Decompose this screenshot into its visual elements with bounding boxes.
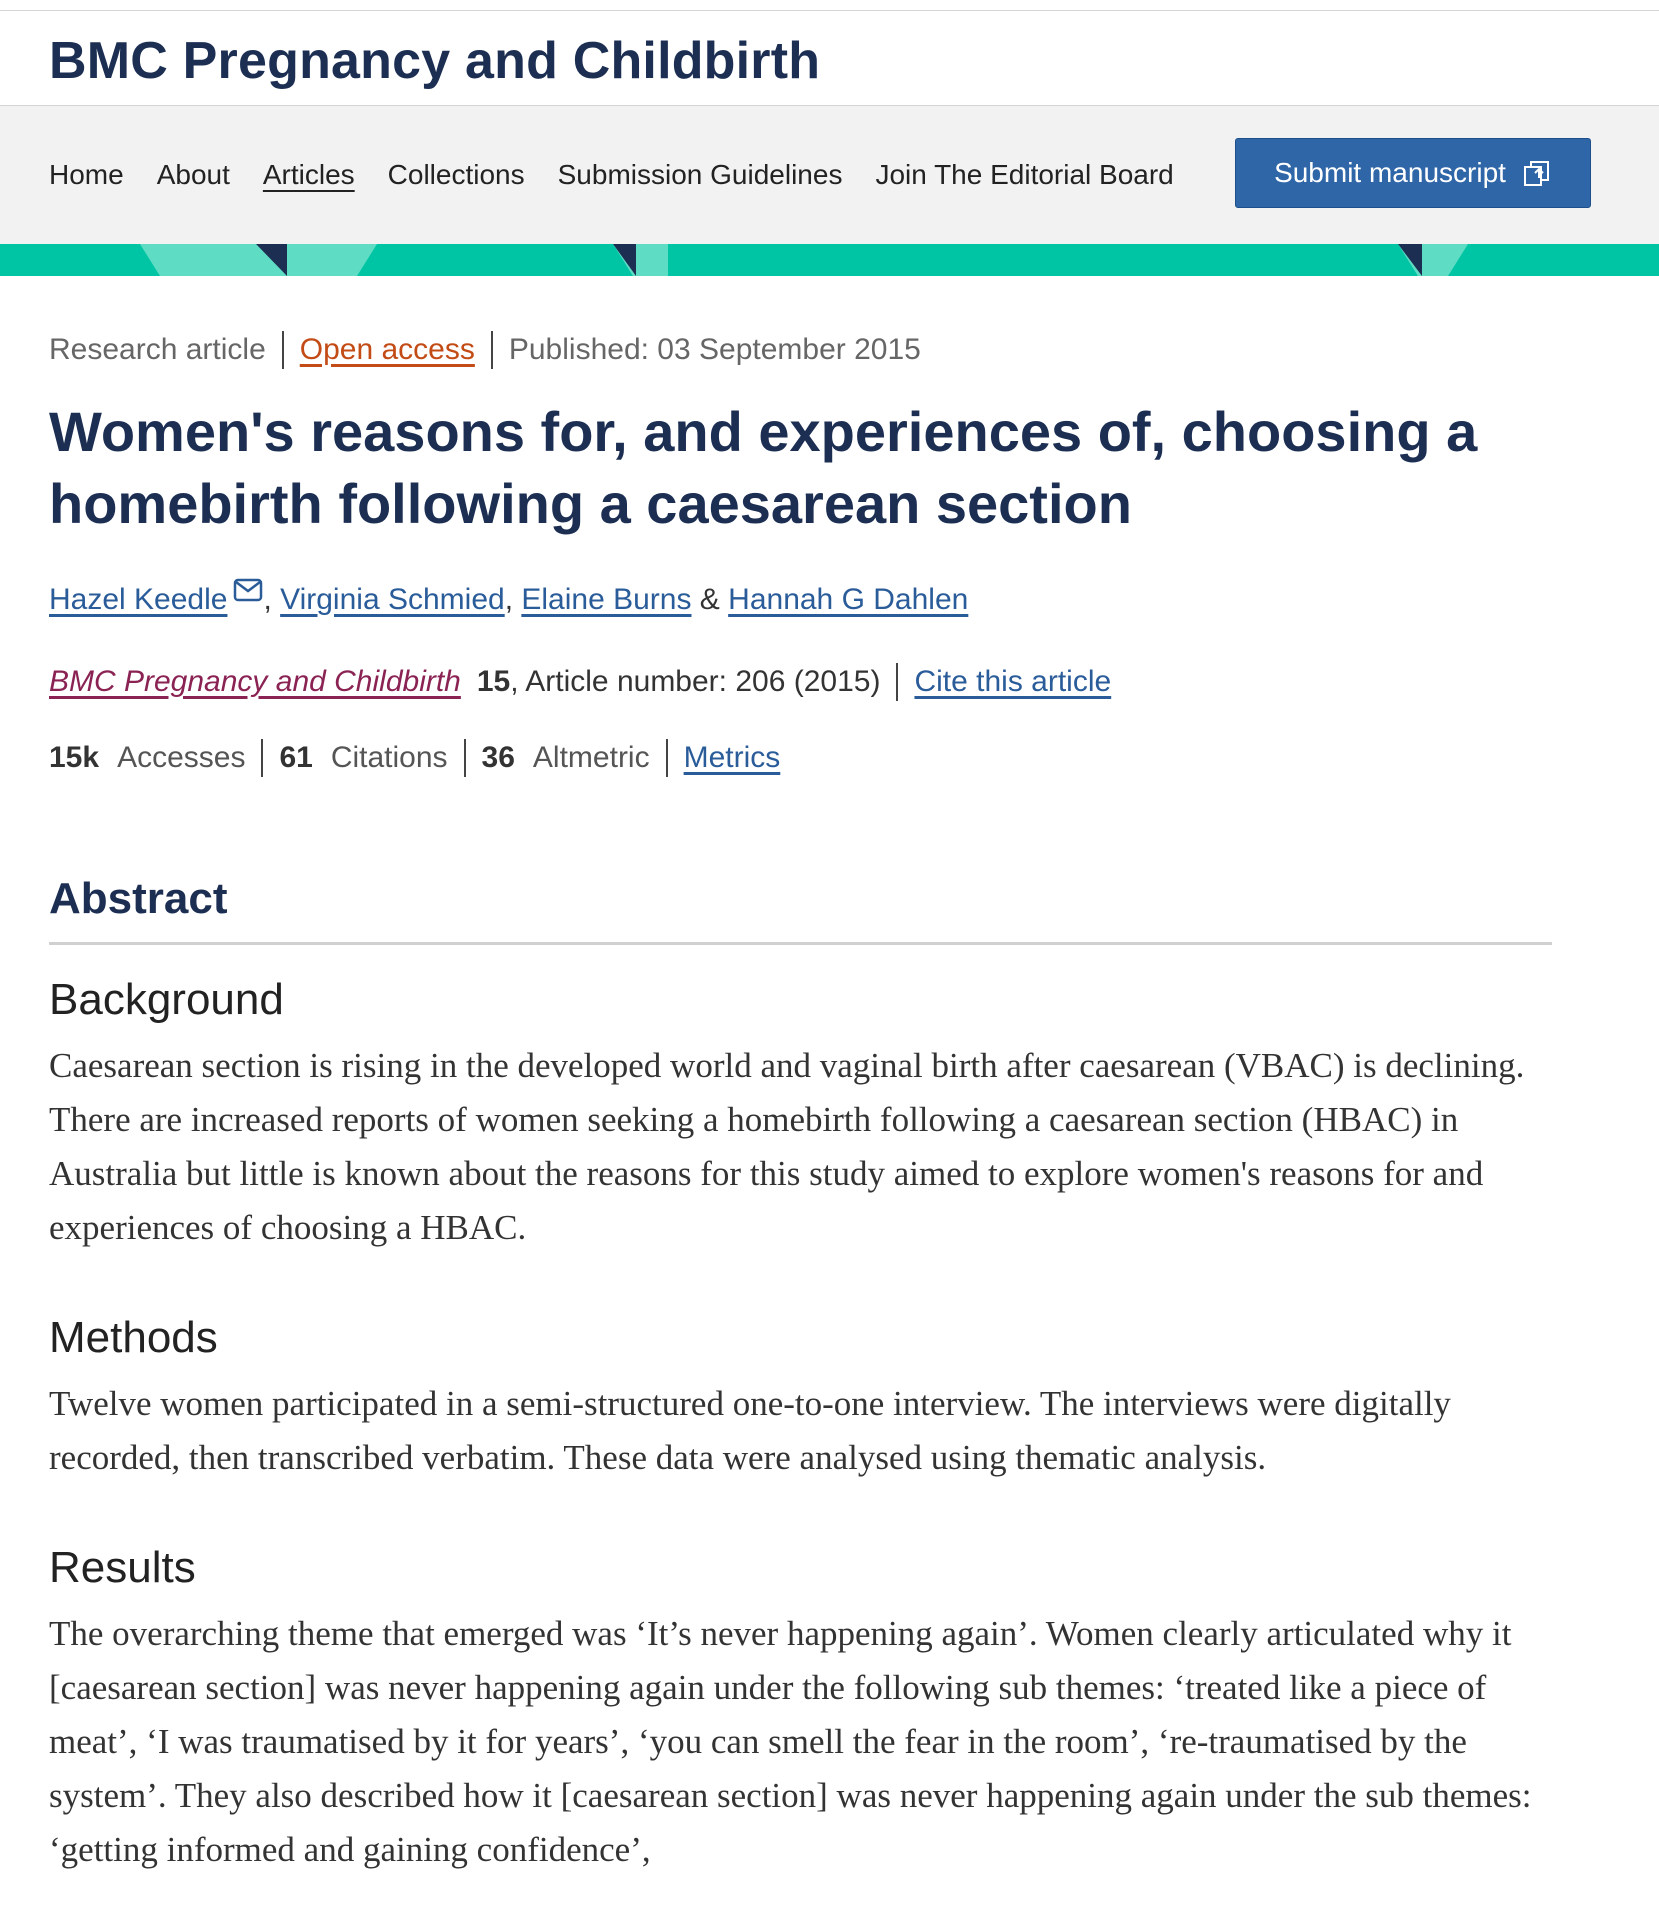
open-access-link[interactable]: Open access — [299, 333, 475, 366]
meta-divider — [491, 331, 493, 369]
article-number: , Article number: 206 (2015) — [510, 665, 881, 698]
article-type: Research article — [49, 333, 266, 366]
volume-number: 15 — [476, 665, 511, 698]
citations-count: 61 — [279, 741, 313, 774]
nav-submission-guidelines[interactable]: Submission Guidelines — [557, 159, 843, 190]
masthead — [0, 11, 1659, 106]
mail-icon[interactable] — [233, 578, 263, 602]
main-nav — [0, 106, 1659, 244]
meta-divider — [896, 663, 898, 701]
decorative-band — [0, 244, 1659, 276]
meta-divider — [666, 739, 668, 777]
methods-text: Twelve women participated in a semi-structured one-to-one interview. The interviews were digitally recorded, then transcribed verbatim. These data were analysed using thematic analysis. — [49, 1384, 1451, 1477]
metrics-line — [49, 738, 1549, 778]
meta-divider — [464, 739, 466, 777]
submit-manuscript-label: Submit manuscript — [1274, 157, 1506, 188]
band-pattern — [0, 244, 1659, 276]
methods-heading: Methods — [49, 1313, 218, 1362]
citation-line — [49, 662, 1549, 702]
nav-join-editorial-board[interactable]: Join The Editorial Board — [875, 159, 1174, 190]
author-link[interactable]: Hazel Keedle — [49, 583, 228, 616]
article-title: Women's reasons for, and experiences of, choosing a homebirth following a caesarean section — [49, 400, 1478, 535]
author-link[interactable]: Hannah G Dahlen — [728, 583, 969, 616]
altmetric-score: 36 — [481, 741, 515, 774]
accesses-label: Accesses — [117, 741, 246, 774]
meta-divider — [282, 331, 284, 369]
article-meta — [49, 330, 1549, 370]
author-list — [49, 580, 1549, 620]
accesses-count: 15k — [49, 741, 100, 774]
citations-label: Citations — [330, 741, 448, 774]
results-text: The overarching theme that emerged was ‘It’s never happening again’. Women clearly articulated why it [caesarean section] was never happening again under the following sub themes: ‘treated like a piece of meat’, ‘I was traumatised by it for years’, ‘you can smell the fear in the room’, ‘re-traumatised by the system’. They also described how it [caesarean section] was never happening again under the sub themes: ‘getting informed and gaining confidence’, — [49, 1614, 1532, 1869]
altmetric-label: Altmetric — [532, 741, 650, 774]
background-heading: Background — [49, 975, 284, 1024]
nav-articles[interactable]: Articles — [262, 159, 355, 190]
nav-items — [49, 106, 1207, 244]
author-link[interactable]: Virginia Schmied — [280, 583, 505, 616]
author-separator: & — [691, 583, 729, 616]
journal-logo-title[interactable]: BMC Pregnancy and Childbirth — [49, 32, 821, 90]
author-link[interactable]: Elaine Burns — [521, 583, 692, 616]
cite-article-link[interactable]: Cite this article — [914, 665, 1112, 698]
results-heading: Results — [49, 1543, 196, 1592]
journal-link[interactable]: BMC Pregnancy and Childbirth — [49, 665, 461, 698]
abstract-heading: Abstract — [49, 874, 1552, 945]
external-link-icon — [1522, 158, 1552, 188]
nav-home[interactable]: Home — [49, 159, 124, 190]
nav-collections[interactable]: Collections — [387, 159, 525, 190]
author-separator: , — [504, 583, 522, 616]
submit-manuscript-button[interactable] — [1235, 138, 1591, 208]
meta-divider — [261, 739, 263, 777]
article-content — [49, 330, 1549, 1877]
published-date: Published: 03 September 2015 — [508, 333, 921, 366]
author-separator: , — [263, 583, 281, 616]
metrics-link[interactable]: Metrics — [683, 741, 781, 774]
background-text: Caesarean section is rising in the developed world and vaginal birth after caesarean (VBAC) is declining. There are increased reports of women seeking a homebirth following a caesarean section (HBAC) in Australia but little is known about the reasons for this study aimed to explore women's reasons for and experiences of choosing a HBAC. — [49, 1046, 1525, 1247]
nav-about[interactable]: About — [156, 159, 230, 190]
abstract-section — [49, 874, 1549, 1877]
